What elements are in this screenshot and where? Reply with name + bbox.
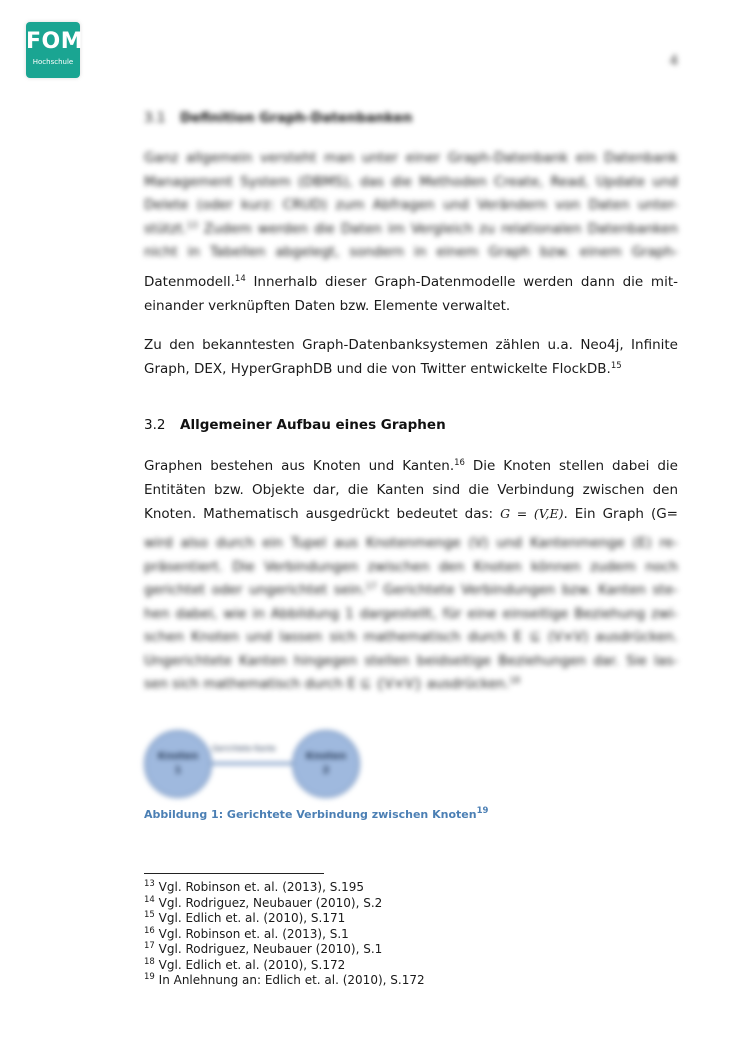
text-fragment: Datenmodell. xyxy=(144,274,235,290)
text-line xyxy=(144,502,678,527)
footnote-ref: 13 xyxy=(186,220,198,231)
text-fragment: Graphen bestehen aus Knoten und Kanten. xyxy=(144,458,455,474)
text-fragment: Gerichtete Verbindungen bzw. Kanten ste- xyxy=(383,582,678,598)
text-line: Entitäten bzw. Objekte dar, die Kanten sind die Verbindung zwischen den xyxy=(144,481,678,498)
footnote-number: 18 xyxy=(144,956,155,967)
text-line xyxy=(144,271,678,295)
footnote-number: 19 xyxy=(144,972,155,982)
footnote-number: 16 xyxy=(144,925,155,936)
footnote-text: Vgl. Robinson et. al. (2013), S.195 xyxy=(158,880,365,894)
footnote xyxy=(144,927,425,943)
text-line: wird also durch ein Tupel aus Knotenmenge (V) und Kantenmenge (E) re- xyxy=(144,535,678,551)
paragraph-graph-structure-blurred xyxy=(144,532,678,697)
node-label: Knoten xyxy=(305,751,347,762)
node-1 xyxy=(144,730,212,798)
paragraph-definition-blurred xyxy=(144,147,678,265)
figure-caption xyxy=(144,808,488,821)
text-line: hen dabei, wie in Abbildung 1 dargestellt, für eine einseitige Beziehung zwi- xyxy=(144,605,678,622)
text-line: präsentiert. Die Verbindungen zwischen den Knoten können zudem noch xyxy=(144,558,678,575)
edge-label: Gerichtete Kante xyxy=(212,744,276,753)
node-2 xyxy=(292,730,360,798)
footnote xyxy=(144,942,425,958)
text-line: Delete (oder kurz: CRUD) zum Abfragen und Verändern von Daten unter- xyxy=(144,197,678,213)
footnote-divider xyxy=(144,873,324,874)
section-heading-3-2 xyxy=(144,417,446,433)
footnote-ref: 17 xyxy=(365,582,377,592)
page-number: 4 xyxy=(669,54,678,69)
node-number: 1 xyxy=(174,765,182,776)
text-fragment: Graph, DEX, HyperGraphDB und die von Twitter entwickelte FlockDB. xyxy=(144,360,611,377)
footnote xyxy=(144,911,425,927)
text-line xyxy=(144,218,678,242)
text-line: Ungerichtete Kanten hingegen stellen beidseitige Beziehungen dar. Sie las- xyxy=(144,652,678,669)
graph-figure xyxy=(144,724,364,794)
text-line xyxy=(144,455,678,479)
text-line: Ganz allgemein versteht man unter einer Graph-Datenbank ein Datenbank xyxy=(144,150,678,166)
footnotes xyxy=(144,880,425,989)
text-fragment: Zudem werden die Daten im Vergleich zu relationalen Datenbanken xyxy=(203,220,678,237)
footnote-ref: 15 xyxy=(610,360,622,371)
footnote-number: 14 xyxy=(144,894,155,905)
footnote xyxy=(144,973,425,989)
footnote xyxy=(144,880,425,896)
section-heading-3-1 xyxy=(144,110,412,126)
footnote-number: 15 xyxy=(144,910,155,920)
footnote-number: 17 xyxy=(144,941,155,951)
footnote-text: Vgl. Rodriguez, Neubauer (2010), S.1 xyxy=(158,942,383,956)
text-line: schen Knoten und lassen sich mathematisch durch E ⊆ (V×V) ausdrücken. xyxy=(144,629,678,645)
text-line xyxy=(144,579,678,603)
text-line: Zu den bekanntesten Graph-Datenbanksystemen zählen u.a. Neo4j, Infinite xyxy=(144,337,678,353)
text-fragment: Innerhalb dieser Graph-Datenmodelle werden dann die mit- xyxy=(245,274,678,290)
paragraph-definition-visible xyxy=(144,271,678,318)
paragraph-graph-structure-visible xyxy=(144,455,678,527)
footnote-ref: 18 xyxy=(509,676,521,686)
fom-logo xyxy=(26,22,84,78)
text-fragment: gerichtet oder ungerichtet sein. xyxy=(144,582,366,598)
node-number: 2 xyxy=(322,765,330,776)
footnote-text: Vgl. Edlich et. al. (2010), S.172 xyxy=(158,957,346,972)
text-fragment: stützt. xyxy=(144,220,187,237)
section-title: Allgemeiner Aufbau eines Graphen xyxy=(180,417,446,433)
text-line: einander verknüpften Daten bzw. Elemente verwaltet. xyxy=(144,297,511,314)
logo-subtext: Hochschule xyxy=(32,58,74,66)
footnote xyxy=(144,896,425,912)
text-fragment: . Ein Graph (G= xyxy=(563,506,678,522)
section-title: Definition Graph-Datenbanken xyxy=(180,110,413,126)
footnote-text: Vgl. Rodriguez, Neubauer (2010), S.2 xyxy=(158,895,383,910)
caption-text: Abbildung 1: Gerichtete Verbindung zwischen Knoten xyxy=(144,808,477,821)
section-number: 3.2 xyxy=(144,417,166,433)
text-line: nicht in Tabellen abgelegt, sondern in einem Graph bzw. einem Graph- xyxy=(144,244,678,260)
node-label: Knoten xyxy=(157,751,199,762)
footnote-ref: 19 xyxy=(476,806,489,816)
math-formula: G = (V,E) xyxy=(500,506,564,521)
footnote-text: Vgl. Edlich et. al. (2010), S.171 xyxy=(158,911,346,925)
text-line xyxy=(144,673,678,697)
footnote xyxy=(144,958,425,974)
text-fragment: sen sich mathematisch durch E ⊆ {V×V} ausdrücken. xyxy=(144,676,510,692)
text-line xyxy=(144,358,678,382)
footnote-text: In Anlehnung an: Edlich et. al. (2010), S.172 xyxy=(158,973,425,987)
text-line: Management System (DBMS), das die Methoden Create, Read, Update und xyxy=(144,173,678,190)
logo-text: FOM xyxy=(26,29,84,54)
footnote-ref: 14 xyxy=(234,274,246,284)
section-number: 3.1 xyxy=(144,110,166,126)
text-fragment: Die Knoten stellen dabei die xyxy=(464,458,678,474)
paragraph-systems xyxy=(144,334,678,381)
text-fragment: Knoten. Mathematisch ausgedrückt bedeutet das: xyxy=(144,506,501,522)
footnote-ref: 16 xyxy=(454,458,465,468)
footnote-number: 13 xyxy=(144,879,155,889)
footnote-text: Vgl. Robinson et. al. (2013), S.1 xyxy=(158,926,349,941)
